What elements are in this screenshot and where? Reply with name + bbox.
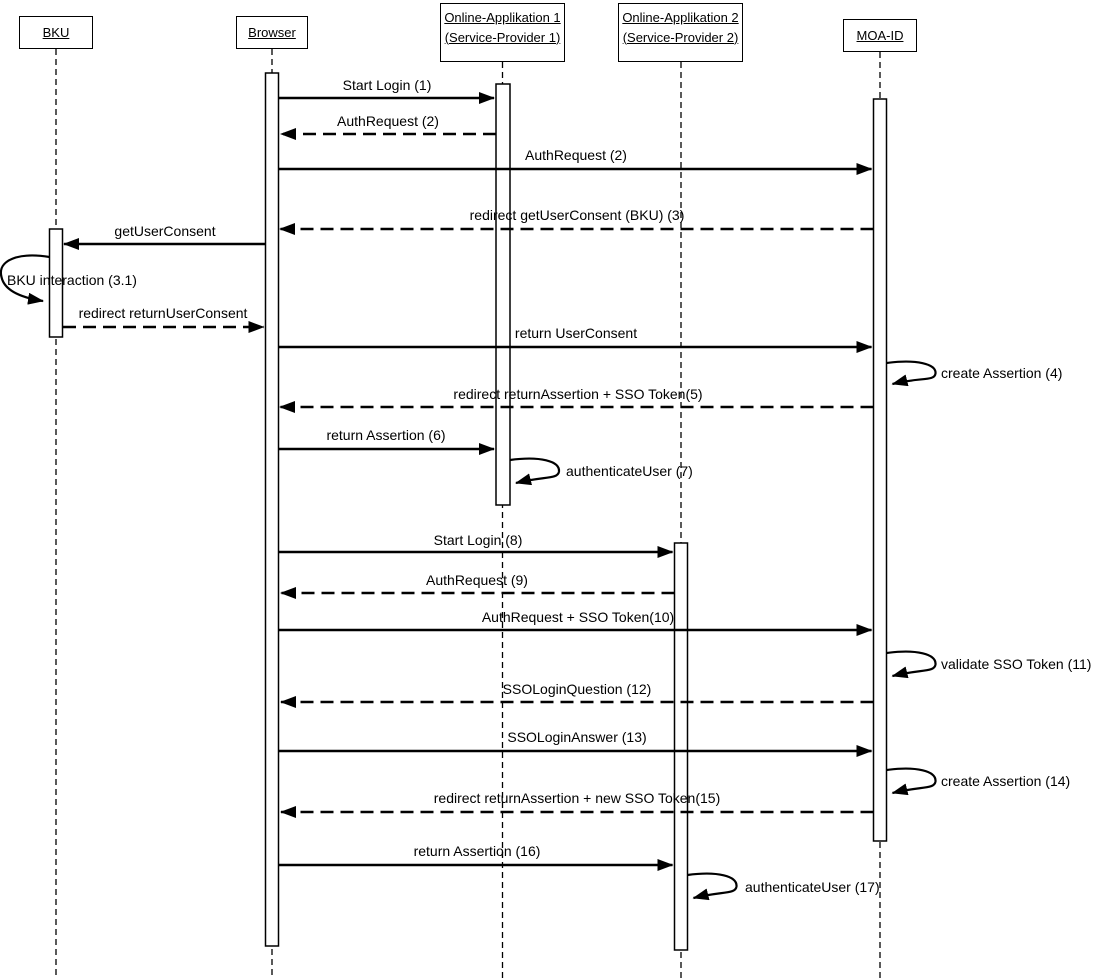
message-label-13: Start Login (8) xyxy=(433,532,523,548)
message-label-19: create Assertion (14) xyxy=(941,773,1071,789)
message-label-11: return Assertion (6) xyxy=(326,427,446,443)
participant-label-bku: BKU xyxy=(42,24,70,40)
message-label-20: redirect returnAssertion + new SSO Token(15) xyxy=(433,790,721,806)
message-label-8: return UserConsent xyxy=(514,325,638,341)
message-label-4: redirect getUserConsent (BKU) (3) xyxy=(469,207,685,223)
activation-moaid xyxy=(874,99,887,841)
message-label-7: redirect returnUserConsent xyxy=(78,305,248,321)
participant-sublabel-oa1: (Service-Provider 1) xyxy=(444,29,561,45)
participant-label-browser: Browser xyxy=(248,24,296,40)
arrow-validate-sso-token-11 xyxy=(887,652,936,676)
activation-browser xyxy=(266,73,279,946)
arrow-authenticateuser-7 xyxy=(510,459,559,483)
activation-oa2 xyxy=(675,543,688,950)
message-label-10: redirect returnAssertion + SSO Token(5) xyxy=(453,386,703,402)
participant-label-oa1: Online-Applikation 1 xyxy=(444,10,561,25)
message-label-12: authenticateUser (7) xyxy=(566,463,693,479)
message-label-21: return Assertion (16) xyxy=(413,843,541,859)
participant-box-oa2 xyxy=(618,3,743,62)
arrow-create-assertion-4 xyxy=(887,362,936,384)
message-label-22: authenticateUser (17) xyxy=(745,879,880,895)
message-label-6: BKU interaction (3.1) xyxy=(7,272,137,288)
participant-box-browser xyxy=(236,16,308,49)
message-label-9: create Assertion (4) xyxy=(941,365,1063,381)
message-label-2: AuthRequest (2) xyxy=(337,113,439,129)
participant-label-moaid: MOA-ID xyxy=(856,27,904,43)
participant-box-bku xyxy=(19,16,93,49)
participant-label-oa2: Online-Applikation 2 xyxy=(622,10,739,25)
arrow-create-assertion-14 xyxy=(887,769,936,793)
message-label-5: getUserConsent xyxy=(114,223,216,239)
participant-box-oa1 xyxy=(440,3,565,62)
message-label-18: SSOLoginAnswer (13) xyxy=(507,729,647,745)
message-label-1: Start Login (1) xyxy=(342,77,432,93)
message-label-17: SSOLoginQuestion (12) xyxy=(502,681,652,697)
message-label-14: AuthRequest (9) xyxy=(426,572,528,588)
arrow-authenticateuser-17 xyxy=(688,874,737,898)
message-label-3: AuthRequest (2) xyxy=(525,147,627,163)
activation-oa1 xyxy=(496,84,510,505)
message-label-15: AuthRequest + SSO Token(10) xyxy=(481,609,675,625)
participant-box-moaid xyxy=(843,19,917,52)
participant-sublabel-oa2: (Service-Provider 2) xyxy=(622,29,739,45)
message-label-16: validate SSO Token (11) xyxy=(941,656,1092,672)
